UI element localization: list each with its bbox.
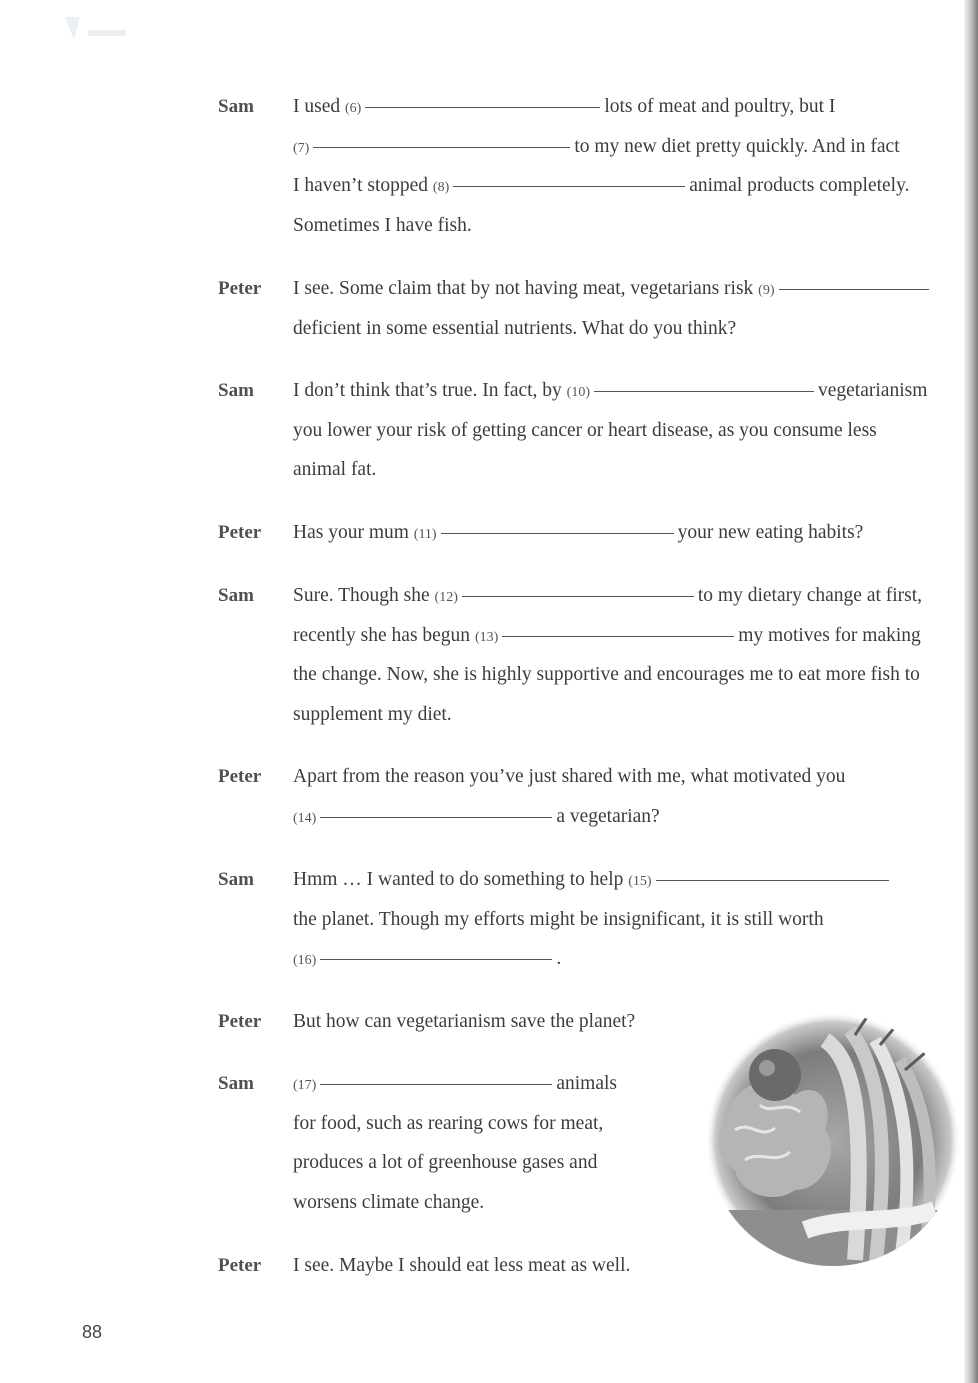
fill-in-blank	[365, 106, 600, 108]
speech-text-segment: Sometimes I have fish.	[293, 214, 472, 236]
speaker-name: Peter	[218, 1255, 262, 1276]
gap-number: (8)	[432, 180, 450, 195]
fill-in-blank	[441, 532, 674, 534]
speech-text	[293, 767, 953, 846]
fill-in-blank	[320, 958, 552, 960]
speaker-name: Sam	[218, 869, 254, 890]
speaker-name: Peter	[218, 278, 262, 299]
speech-line	[293, 216, 953, 256]
speech-line	[293, 460, 953, 500]
gap-number: (16)	[293, 953, 317, 968]
speech-text-segment: vegetarianism	[818, 380, 928, 401]
speech-line	[293, 586, 953, 626]
speech-text-segment: the change. Now, she is highly supportive and encourages me to eat more fish to	[293, 664, 920, 685]
speech-text-segment: Hmm … I wanted to do something to help	[293, 869, 629, 890]
speech-text-segment: Sure. Though she	[293, 585, 435, 606]
speech-text-segment: the planet. Though my efforts might be insignificant, it is still worth	[293, 908, 824, 930]
speech-text-segment: I haven’t stopped	[293, 175, 433, 196]
speech-text	[293, 97, 953, 255]
speech-line	[293, 767, 953, 807]
speaker-name: Sam	[218, 380, 254, 401]
speech-text-segment: Apart from the reason you’ve just shared with me, what motivated you	[293, 766, 846, 787]
gap-number: (9)	[758, 283, 775, 298]
speech-text-segment: animals	[556, 1073, 617, 1094]
speech-text	[293, 381, 953, 500]
gap-number: (7)	[293, 140, 310, 156]
speech-line	[293, 705, 953, 745]
gap-number: (6)	[345, 101, 362, 116]
speech-text-segment: lots of meat and poultry, but I	[604, 96, 836, 117]
speech-line	[293, 626, 953, 666]
speech-text-segment: I see. Some claim that by not having meat, vegetarians risk	[293, 278, 759, 299]
speech-text-segment: animal products completely.	[689, 175, 910, 196]
speaker-name: Sam	[218, 1073, 254, 1094]
speaker-name: Peter	[218, 1011, 262, 1032]
gap-number: (11)	[413, 527, 437, 542]
speaker-name: Sam	[218, 96, 254, 117]
speech-text	[293, 523, 953, 563]
speech-text-segment: animal fat.	[293, 459, 377, 480]
speech-line	[293, 319, 953, 359]
speech-text-segment: to my new diet pretty quickly. And in fact	[574, 135, 900, 157]
speaker-name: Peter	[218, 766, 262, 787]
fill-in-blank	[594, 390, 814, 392]
fill-in-blank	[320, 816, 552, 818]
speech-text	[293, 870, 953, 989]
speech-text-segment: I see. Maybe I should eat less meat as well.	[293, 1255, 631, 1276]
speech-line	[293, 97, 953, 137]
speech-text	[293, 586, 953, 744]
gap-number: (14)	[293, 810, 317, 826]
speech-text-segment: for food, such as rearing cows for meat,	[293, 1112, 604, 1134]
speaker-name: Sam	[218, 585, 254, 606]
speech-line	[293, 807, 953, 847]
fill-in-blank	[313, 146, 570, 148]
gap-number: (10)	[566, 385, 590, 400]
gap-number: (17)	[293, 1078, 317, 1093]
speech-line	[293, 665, 953, 705]
speech-text-segment: Has your mum	[293, 522, 414, 543]
speech-text-segment: recently she has begun	[293, 624, 475, 646]
speech-line	[293, 421, 953, 461]
speech-line	[293, 176, 953, 216]
speech-text-segment: worsens climate change.	[293, 1191, 485, 1213]
fill-in-blank	[462, 595, 694, 597]
speech-line	[293, 523, 953, 563]
fill-in-blank	[779, 288, 929, 290]
speech-text-segment: deficient in some essential nutrients. What do you think?	[293, 317, 737, 339]
gap-number: (15)	[628, 874, 652, 889]
speech-line	[293, 949, 953, 989]
speech-text-segment: .	[556, 948, 562, 969]
speech-text-segment: I used	[293, 96, 345, 117]
speech-text-segment: produces a lot of greenhouse gases and	[293, 1152, 598, 1173]
speech-text-segment: I don’t think that’s true. In fact, by	[293, 380, 567, 401]
page-number: 88	[82, 1322, 103, 1342]
speech-text-segment: supplement my diet.	[293, 703, 452, 725]
speech-text-segment: But how can vegetarianism save the planet?	[293, 1011, 636, 1032]
speech-text-segment: your new eating habits?	[677, 522, 864, 543]
speech-text-segment: my motives for making	[738, 624, 921, 646]
fill-in-blank	[502, 635, 734, 637]
speech-text-segment: you lower your risk of getting cancer or heart disease, as you consume less	[293, 419, 877, 441]
speech-text-segment: a vegetarian?	[556, 805, 660, 827]
speech-line	[293, 870, 953, 910]
fill-in-blank	[656, 879, 889, 881]
speech-line	[293, 279, 953, 319]
speech-line	[293, 381, 953, 421]
gap-number: (13)	[474, 629, 499, 645]
fill-in-blank	[453, 185, 685, 187]
gap-number: (12)	[434, 590, 458, 605]
speech-line	[293, 910, 953, 950]
speech-text-segment: to my dietary change at first,	[697, 585, 923, 606]
speech-text	[293, 279, 953, 358]
vegetables-illustration	[705, 1000, 960, 1280]
speech-line	[293, 137, 953, 177]
speaker-name: Peter	[218, 522, 262, 543]
fill-in-blank	[320, 1083, 552, 1085]
